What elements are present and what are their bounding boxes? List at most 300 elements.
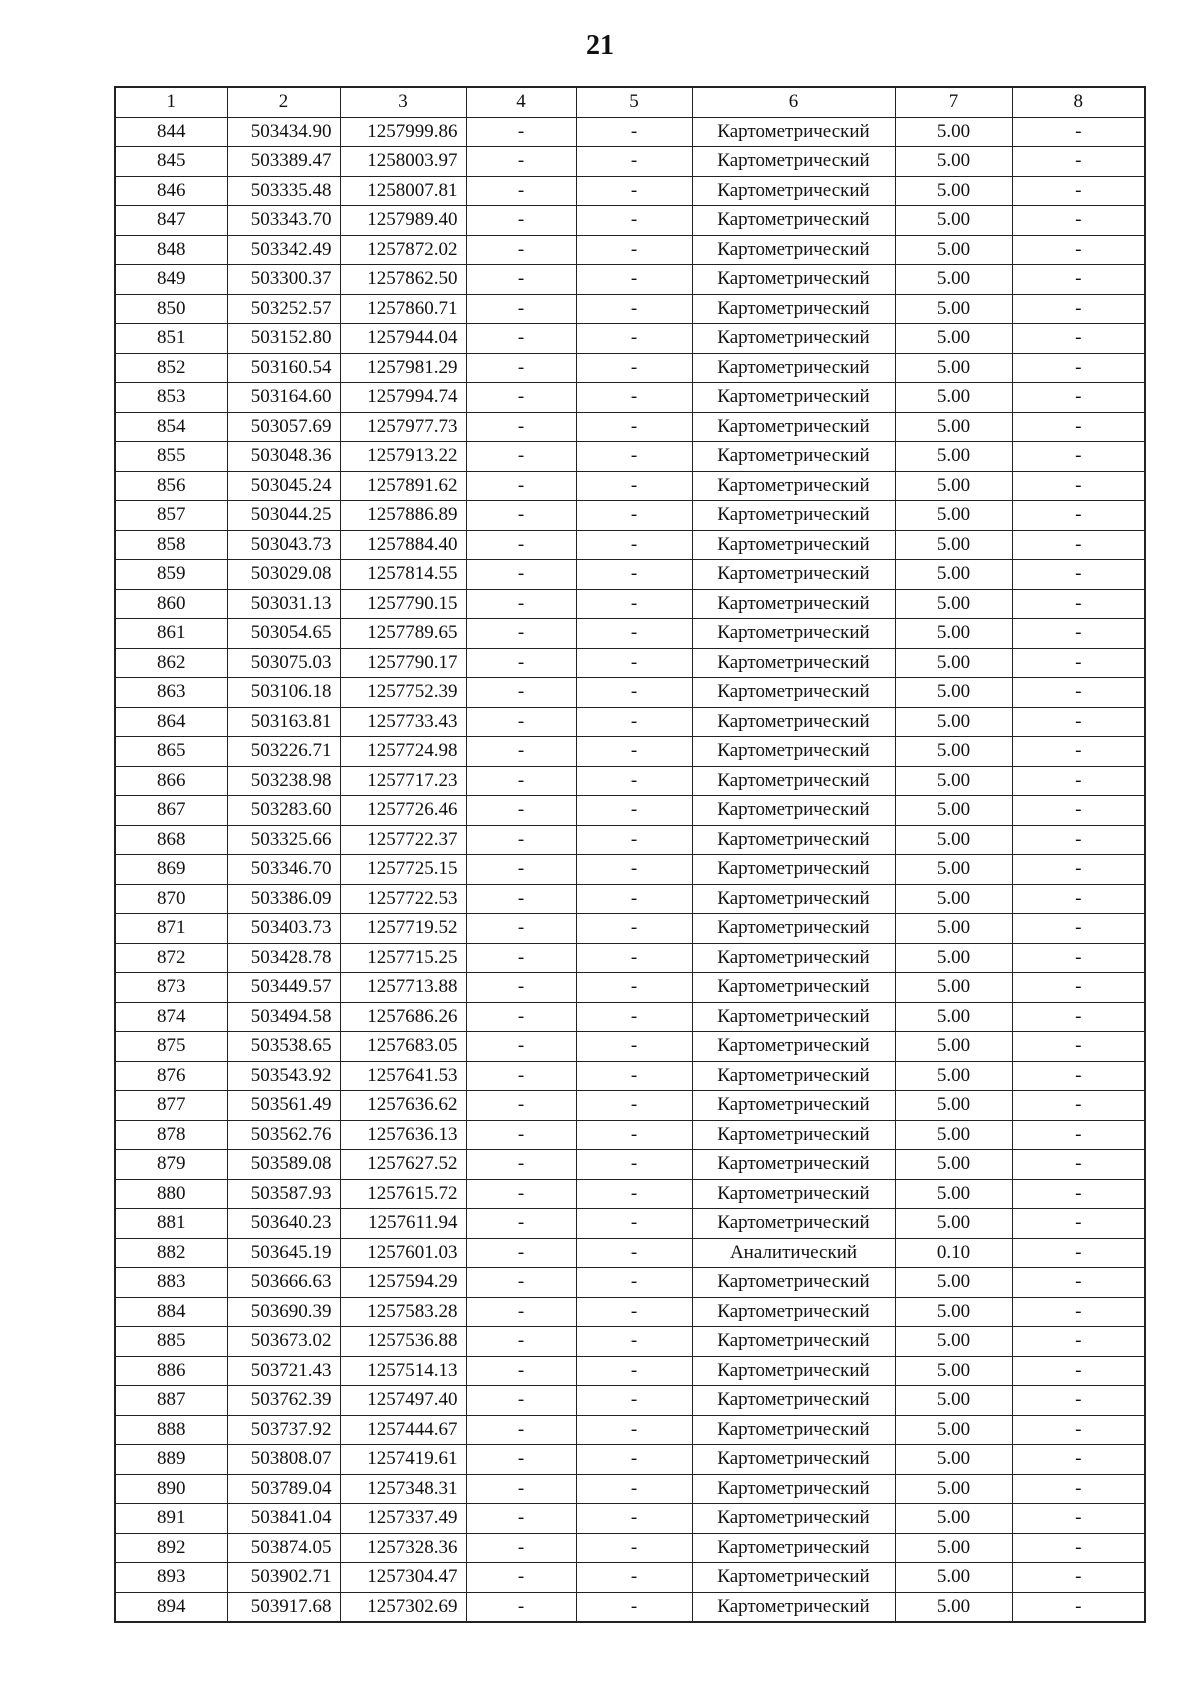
col8-cell: - bbox=[1012, 884, 1145, 914]
point-number-cell: 879 bbox=[115, 1150, 227, 1180]
x-coordinate-cell: 503737.92 bbox=[227, 1415, 340, 1445]
x-coordinate-cell: 503075.03 bbox=[227, 648, 340, 678]
col8-cell: - bbox=[1012, 1592, 1145, 1622]
method-cell: Картометрический bbox=[692, 1032, 895, 1062]
table-row bbox=[115, 1415, 1145, 1445]
x-coordinate-cell: 503562.76 bbox=[227, 1120, 340, 1150]
method-cell: Картометрический bbox=[692, 619, 895, 649]
col8-cell: - bbox=[1012, 206, 1145, 236]
y-coordinate-cell: 1257722.53 bbox=[340, 884, 466, 914]
col4-cell: - bbox=[466, 1386, 576, 1416]
col8-cell: - bbox=[1012, 1150, 1145, 1180]
point-number-cell: 848 bbox=[115, 235, 227, 265]
table-row bbox=[115, 265, 1145, 295]
accuracy-cell: 5.00 bbox=[895, 324, 1012, 354]
table-row bbox=[115, 1474, 1145, 1504]
table-row bbox=[115, 442, 1145, 472]
accuracy-cell: 5.00 bbox=[895, 530, 1012, 560]
col4-cell: - bbox=[466, 1445, 576, 1475]
col5-cell: - bbox=[576, 1474, 692, 1504]
y-coordinate-cell: 1257636.62 bbox=[340, 1091, 466, 1121]
x-coordinate-cell: 503045.24 bbox=[227, 471, 340, 501]
table-row bbox=[115, 1504, 1145, 1534]
table-row bbox=[115, 943, 1145, 973]
col8-cell: - bbox=[1012, 1533, 1145, 1563]
y-coordinate-cell: 1257977.73 bbox=[340, 412, 466, 442]
col4-cell: - bbox=[466, 1592, 576, 1622]
col5-cell: - bbox=[576, 176, 692, 206]
accuracy-cell: 5.00 bbox=[895, 501, 1012, 531]
y-coordinate-cell: 1257725.15 bbox=[340, 855, 466, 885]
method-cell: Картометрический bbox=[692, 855, 895, 885]
table-row bbox=[115, 825, 1145, 855]
y-coordinate-cell: 1257913.22 bbox=[340, 442, 466, 472]
accuracy-cell: 5.00 bbox=[895, 117, 1012, 147]
point-number-cell: 893 bbox=[115, 1563, 227, 1593]
column-header: 6 bbox=[692, 87, 895, 117]
accuracy-cell: 5.00 bbox=[895, 766, 1012, 796]
col4-cell: - bbox=[466, 176, 576, 206]
point-number-cell: 866 bbox=[115, 766, 227, 796]
accuracy-cell: 5.00 bbox=[895, 914, 1012, 944]
page-number: 21 bbox=[586, 30, 614, 61]
col4-cell: - bbox=[466, 973, 576, 1003]
method-cell: Картометрический bbox=[692, 1297, 895, 1327]
table-row bbox=[115, 471, 1145, 501]
table-row bbox=[115, 973, 1145, 1003]
table-row bbox=[115, 176, 1145, 206]
accuracy-cell: 5.00 bbox=[895, 1386, 1012, 1416]
col4-cell: - bbox=[466, 1150, 576, 1180]
col5-cell: - bbox=[576, 825, 692, 855]
table-body bbox=[115, 117, 1145, 1622]
method-cell: Картометрический bbox=[692, 1533, 895, 1563]
table-row bbox=[115, 353, 1145, 383]
col8-cell: - bbox=[1012, 943, 1145, 973]
x-coordinate-cell: 503346.70 bbox=[227, 855, 340, 885]
point-number-cell: 857 bbox=[115, 501, 227, 531]
col5-cell: - bbox=[576, 147, 692, 177]
table-row bbox=[115, 1179, 1145, 1209]
table-row bbox=[115, 235, 1145, 265]
x-coordinate-cell: 503226.71 bbox=[227, 737, 340, 767]
col5-cell: - bbox=[576, 619, 692, 649]
col4-cell: - bbox=[466, 235, 576, 265]
col4-cell: - bbox=[466, 1179, 576, 1209]
point-number-cell: 882 bbox=[115, 1238, 227, 1268]
method-cell: Картометрический bbox=[692, 1179, 895, 1209]
col5-cell: - bbox=[576, 1533, 692, 1563]
col8-cell: - bbox=[1012, 796, 1145, 826]
y-coordinate-cell: 1257348.31 bbox=[340, 1474, 466, 1504]
x-coordinate-cell: 503054.65 bbox=[227, 619, 340, 649]
table-row bbox=[115, 1445, 1145, 1475]
col5-cell: - bbox=[576, 1061, 692, 1091]
x-coordinate-cell: 503874.05 bbox=[227, 1533, 340, 1563]
y-coordinate-cell: 1257302.69 bbox=[340, 1592, 466, 1622]
col8-cell: - bbox=[1012, 1327, 1145, 1357]
y-coordinate-cell: 1257886.89 bbox=[340, 501, 466, 531]
method-cell: Картометрический bbox=[692, 943, 895, 973]
col4-cell: - bbox=[466, 1356, 576, 1386]
col5-cell: - bbox=[576, 589, 692, 619]
col5-cell: - bbox=[576, 294, 692, 324]
table-row bbox=[115, 1120, 1145, 1150]
accuracy-cell: 5.00 bbox=[895, 294, 1012, 324]
x-coordinate-cell: 503160.54 bbox=[227, 353, 340, 383]
point-number-cell: 856 bbox=[115, 471, 227, 501]
col8-cell: - bbox=[1012, 1238, 1145, 1268]
col8-cell: - bbox=[1012, 825, 1145, 855]
point-number-cell: 870 bbox=[115, 884, 227, 914]
method-cell: Картометрический bbox=[692, 294, 895, 324]
method-cell: Картометрический bbox=[692, 1061, 895, 1091]
method-cell: Картометрический bbox=[692, 648, 895, 678]
method-cell: Картометрический bbox=[692, 1150, 895, 1180]
col8-cell: - bbox=[1012, 1386, 1145, 1416]
col5-cell: - bbox=[576, 412, 692, 442]
col8-cell: - bbox=[1012, 560, 1145, 590]
col5-cell: - bbox=[576, 1563, 692, 1593]
y-coordinate-cell: 1257713.88 bbox=[340, 973, 466, 1003]
accuracy-cell: 5.00 bbox=[895, 737, 1012, 767]
col4-cell: - bbox=[466, 117, 576, 147]
point-number-cell: 852 bbox=[115, 353, 227, 383]
accuracy-cell: 5.00 bbox=[895, 265, 1012, 295]
col8-cell: - bbox=[1012, 678, 1145, 708]
point-number-cell: 859 bbox=[115, 560, 227, 590]
y-coordinate-cell: 1257981.29 bbox=[340, 353, 466, 383]
accuracy-cell: 5.00 bbox=[895, 678, 1012, 708]
col4-cell: - bbox=[466, 707, 576, 737]
accuracy-cell: 5.00 bbox=[895, 619, 1012, 649]
col5-cell: - bbox=[576, 766, 692, 796]
x-coordinate-cell: 503057.69 bbox=[227, 412, 340, 442]
method-cell: Картометрический bbox=[692, 442, 895, 472]
method-cell: Картометрический bbox=[692, 117, 895, 147]
table-row bbox=[115, 1327, 1145, 1357]
method-cell: Картометрический bbox=[692, 206, 895, 236]
x-coordinate-cell: 503762.39 bbox=[227, 1386, 340, 1416]
method-cell: Картометрический bbox=[692, 884, 895, 914]
y-coordinate-cell: 1257726.46 bbox=[340, 796, 466, 826]
table-row bbox=[115, 412, 1145, 442]
col5-cell: - bbox=[576, 707, 692, 737]
point-number-cell: 876 bbox=[115, 1061, 227, 1091]
column-header: 4 bbox=[466, 87, 576, 117]
method-cell: Картометрический bbox=[692, 147, 895, 177]
table-row bbox=[115, 678, 1145, 708]
y-coordinate-cell: 1257627.52 bbox=[340, 1150, 466, 1180]
table-row bbox=[115, 1592, 1145, 1622]
table-header-row bbox=[115, 87, 1145, 117]
method-cell: Картометрический bbox=[692, 383, 895, 413]
col8-cell: - bbox=[1012, 914, 1145, 944]
accuracy-cell: 5.00 bbox=[895, 648, 1012, 678]
accuracy-cell: 5.00 bbox=[895, 1592, 1012, 1622]
method-cell: Картометрический bbox=[692, 501, 895, 531]
accuracy-cell: 5.00 bbox=[895, 176, 1012, 206]
col4-cell: - bbox=[466, 1504, 576, 1534]
col8-cell: - bbox=[1012, 324, 1145, 354]
col5-cell: - bbox=[576, 737, 692, 767]
x-coordinate-cell: 503163.81 bbox=[227, 707, 340, 737]
point-number-cell: 863 bbox=[115, 678, 227, 708]
x-coordinate-cell: 503645.19 bbox=[227, 1238, 340, 1268]
col5-cell: - bbox=[576, 1445, 692, 1475]
col4-cell: - bbox=[466, 471, 576, 501]
point-number-cell: 845 bbox=[115, 147, 227, 177]
point-number-cell: 854 bbox=[115, 412, 227, 442]
x-coordinate-cell: 503561.49 bbox=[227, 1091, 340, 1121]
accuracy-cell: 5.00 bbox=[895, 1268, 1012, 1298]
method-cell: Картометрический bbox=[692, 1504, 895, 1534]
accuracy-cell: 5.00 bbox=[895, 1533, 1012, 1563]
table-row bbox=[115, 1002, 1145, 1032]
accuracy-cell: 5.00 bbox=[895, 796, 1012, 826]
method-cell: Аналитический bbox=[692, 1238, 895, 1268]
col4-cell: - bbox=[466, 324, 576, 354]
col4-cell: - bbox=[466, 1415, 576, 1445]
col8-cell: - bbox=[1012, 1091, 1145, 1121]
col5-cell: - bbox=[576, 206, 692, 236]
accuracy-cell: 5.00 bbox=[895, 353, 1012, 383]
col5-cell: - bbox=[576, 442, 692, 472]
col8-cell: - bbox=[1012, 1120, 1145, 1150]
point-number-cell: 892 bbox=[115, 1533, 227, 1563]
method-cell: Картометрический bbox=[692, 678, 895, 708]
col5-cell: - bbox=[576, 383, 692, 413]
x-coordinate-cell: 503434.90 bbox=[227, 117, 340, 147]
y-coordinate-cell: 1257514.13 bbox=[340, 1356, 466, 1386]
col4-cell: - bbox=[466, 943, 576, 973]
table-row bbox=[115, 1386, 1145, 1416]
y-coordinate-cell: 1257419.61 bbox=[340, 1445, 466, 1475]
col8-cell: - bbox=[1012, 1032, 1145, 1062]
table-row bbox=[115, 147, 1145, 177]
col5-cell: - bbox=[576, 1327, 692, 1357]
col5-cell: - bbox=[576, 796, 692, 826]
method-cell: Картометрический bbox=[692, 560, 895, 590]
column-header: 2 bbox=[227, 87, 340, 117]
col4-cell: - bbox=[466, 294, 576, 324]
y-coordinate-cell: 1257860.71 bbox=[340, 294, 466, 324]
col8-cell: - bbox=[1012, 442, 1145, 472]
x-coordinate-cell: 503808.07 bbox=[227, 1445, 340, 1475]
method-cell: Картометрический bbox=[692, 1445, 895, 1475]
y-coordinate-cell: 1257719.52 bbox=[340, 914, 466, 944]
table-row bbox=[115, 737, 1145, 767]
y-coordinate-cell: 1257722.37 bbox=[340, 825, 466, 855]
point-number-cell: 872 bbox=[115, 943, 227, 973]
col5-cell: - bbox=[576, 914, 692, 944]
method-cell: Картометрический bbox=[692, 1002, 895, 1032]
x-coordinate-cell: 503152.80 bbox=[227, 324, 340, 354]
accuracy-cell: 5.00 bbox=[895, 973, 1012, 1003]
col4-cell: - bbox=[466, 501, 576, 531]
table-row bbox=[115, 1297, 1145, 1327]
x-coordinate-cell: 503589.08 bbox=[227, 1150, 340, 1180]
y-coordinate-cell: 1257790.17 bbox=[340, 648, 466, 678]
col4-cell: - bbox=[466, 825, 576, 855]
x-coordinate-cell: 503666.63 bbox=[227, 1268, 340, 1298]
col5-cell: - bbox=[576, 1504, 692, 1534]
method-cell: Картометрический bbox=[692, 1091, 895, 1121]
method-cell: Картометрический bbox=[692, 825, 895, 855]
table-row bbox=[115, 530, 1145, 560]
col5-cell: - bbox=[576, 1002, 692, 1032]
col5-cell: - bbox=[576, 560, 692, 590]
col4-cell: - bbox=[466, 1297, 576, 1327]
col8-cell: - bbox=[1012, 648, 1145, 678]
col8-cell: - bbox=[1012, 973, 1145, 1003]
table-row bbox=[115, 914, 1145, 944]
col8-cell: - bbox=[1012, 766, 1145, 796]
y-coordinate-cell: 1258003.97 bbox=[340, 147, 466, 177]
method-cell: Картометрический bbox=[692, 353, 895, 383]
point-number-cell: 862 bbox=[115, 648, 227, 678]
col8-cell: - bbox=[1012, 589, 1145, 619]
point-number-cell: 889 bbox=[115, 1445, 227, 1475]
point-number-cell: 847 bbox=[115, 206, 227, 236]
point-number-cell: 873 bbox=[115, 973, 227, 1003]
point-number-cell: 883 bbox=[115, 1268, 227, 1298]
point-number-cell: 860 bbox=[115, 589, 227, 619]
col8-cell: - bbox=[1012, 176, 1145, 206]
col5-cell: - bbox=[576, 1179, 692, 1209]
x-coordinate-cell: 503428.78 bbox=[227, 943, 340, 973]
accuracy-cell: 5.00 bbox=[895, 1445, 1012, 1475]
col8-cell: - bbox=[1012, 1445, 1145, 1475]
x-coordinate-cell: 503031.13 bbox=[227, 589, 340, 619]
accuracy-cell: 5.00 bbox=[895, 412, 1012, 442]
col4-cell: - bbox=[466, 796, 576, 826]
col4-cell: - bbox=[466, 1120, 576, 1150]
col4-cell: - bbox=[466, 1061, 576, 1091]
col4-cell: - bbox=[466, 619, 576, 649]
col5-cell: - bbox=[576, 501, 692, 531]
col5-cell: - bbox=[576, 324, 692, 354]
method-cell: Картометрический bbox=[692, 324, 895, 354]
col5-cell: - bbox=[576, 1268, 692, 1298]
accuracy-cell: 5.00 bbox=[895, 1474, 1012, 1504]
x-coordinate-cell: 503673.02 bbox=[227, 1327, 340, 1357]
col4-cell: - bbox=[466, 914, 576, 944]
col4-cell: - bbox=[466, 560, 576, 590]
col4-cell: - bbox=[466, 206, 576, 236]
col5-cell: - bbox=[576, 1150, 692, 1180]
point-number-cell: 885 bbox=[115, 1327, 227, 1357]
table-row bbox=[115, 589, 1145, 619]
col8-cell: - bbox=[1012, 737, 1145, 767]
y-coordinate-cell: 1257752.39 bbox=[340, 678, 466, 708]
x-coordinate-cell: 503029.08 bbox=[227, 560, 340, 590]
x-coordinate-cell: 503587.93 bbox=[227, 1179, 340, 1209]
col5-cell: - bbox=[576, 117, 692, 147]
col5-cell: - bbox=[576, 1120, 692, 1150]
x-coordinate-cell: 503048.36 bbox=[227, 442, 340, 472]
x-coordinate-cell: 503335.48 bbox=[227, 176, 340, 206]
accuracy-cell: 5.00 bbox=[895, 1327, 1012, 1357]
column-header: 5 bbox=[576, 87, 692, 117]
accuracy-cell: 5.00 bbox=[895, 1356, 1012, 1386]
col4-cell: - bbox=[466, 147, 576, 177]
y-coordinate-cell: 1257636.13 bbox=[340, 1120, 466, 1150]
col5-cell: - bbox=[576, 353, 692, 383]
table-row bbox=[115, 117, 1145, 147]
point-number-cell: 877 bbox=[115, 1091, 227, 1121]
col8-cell: - bbox=[1012, 353, 1145, 383]
point-number-cell: 851 bbox=[115, 324, 227, 354]
col5-cell: - bbox=[576, 973, 692, 1003]
col5-cell: - bbox=[576, 1415, 692, 1445]
accuracy-cell: 5.00 bbox=[895, 825, 1012, 855]
col8-cell: - bbox=[1012, 855, 1145, 885]
table-row bbox=[115, 648, 1145, 678]
point-number-cell: 849 bbox=[115, 265, 227, 295]
col8-cell: - bbox=[1012, 1297, 1145, 1327]
method-cell: Картометрический bbox=[692, 1592, 895, 1622]
point-number-cell: 846 bbox=[115, 176, 227, 206]
col4-cell: - bbox=[466, 1268, 576, 1298]
point-number-cell: 858 bbox=[115, 530, 227, 560]
y-coordinate-cell: 1257683.05 bbox=[340, 1032, 466, 1062]
point-number-cell: 891 bbox=[115, 1504, 227, 1534]
accuracy-cell: 5.00 bbox=[895, 707, 1012, 737]
col4-cell: - bbox=[466, 412, 576, 442]
point-number-cell: 868 bbox=[115, 825, 227, 855]
accuracy-cell: 5.00 bbox=[895, 1002, 1012, 1032]
col5-cell: - bbox=[576, 1238, 692, 1268]
col4-cell: - bbox=[466, 1238, 576, 1268]
table-row bbox=[115, 1061, 1145, 1091]
x-coordinate-cell: 503902.71 bbox=[227, 1563, 340, 1593]
y-coordinate-cell: 1257601.03 bbox=[340, 1238, 466, 1268]
point-number-cell: 875 bbox=[115, 1032, 227, 1062]
y-coordinate-cell: 1257594.29 bbox=[340, 1268, 466, 1298]
accuracy-cell: 5.00 bbox=[895, 1563, 1012, 1593]
method-cell: Картометрический bbox=[692, 1120, 895, 1150]
point-number-cell: 865 bbox=[115, 737, 227, 767]
method-cell: Картометрический bbox=[692, 1356, 895, 1386]
method-cell: Картометрический bbox=[692, 1415, 895, 1445]
y-coordinate-cell: 1257814.55 bbox=[340, 560, 466, 590]
col4-cell: - bbox=[466, 589, 576, 619]
method-cell: Картометрический bbox=[692, 1209, 895, 1239]
col4-cell: - bbox=[466, 1209, 576, 1239]
col4-cell: - bbox=[466, 442, 576, 472]
method-cell: Картометрический bbox=[692, 707, 895, 737]
x-coordinate-cell: 503044.25 bbox=[227, 501, 340, 531]
y-coordinate-cell: 1257337.49 bbox=[340, 1504, 466, 1534]
col4-cell: - bbox=[466, 766, 576, 796]
y-coordinate-cell: 1257884.40 bbox=[340, 530, 466, 560]
accuracy-cell: 5.00 bbox=[895, 589, 1012, 619]
accuracy-cell: 5.00 bbox=[895, 1415, 1012, 1445]
method-cell: Картометрический bbox=[692, 737, 895, 767]
column-header: 3 bbox=[340, 87, 466, 117]
point-number-cell: 844 bbox=[115, 117, 227, 147]
accuracy-cell: 5.00 bbox=[895, 1061, 1012, 1091]
col8-cell: - bbox=[1012, 471, 1145, 501]
col5-cell: - bbox=[576, 1592, 692, 1622]
point-number-cell: 871 bbox=[115, 914, 227, 944]
method-cell: Картометрический bbox=[692, 471, 895, 501]
y-coordinate-cell: 1257715.25 bbox=[340, 943, 466, 973]
x-coordinate-cell: 503841.04 bbox=[227, 1504, 340, 1534]
x-coordinate-cell: 503917.68 bbox=[227, 1592, 340, 1622]
y-coordinate-cell: 1257497.40 bbox=[340, 1386, 466, 1416]
